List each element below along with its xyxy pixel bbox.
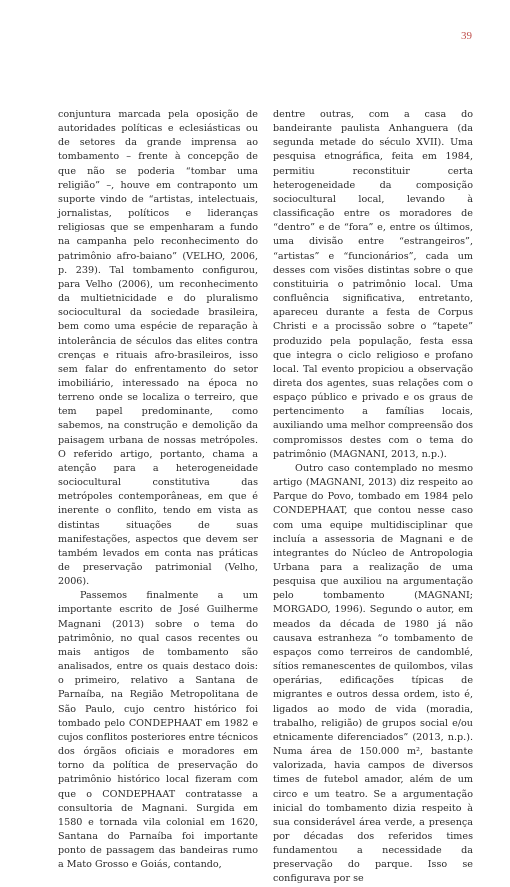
body-paragraph: conjuntura marcada pela oposição de autoridades políticas e eclesiásticas ou de setores da grande imprensa ao tombamento – frente à concepção de que não se poderia “tombar uma religião” –, houve em contraponto um suporte vindo de “artistas, intelectuais, jornalistas, políticos e lideranças religiosas que se empenharam a fundo na campanha pelo reconhecimento do patrimônio afro-baiano” (VELHO, 2006, p. 239). Tal tombamento configurou, para Velho (2006), um reconhecimento da multietnicidade e do pluralismo sociocultural da sociedade brasileira, bem como uma espécie de reparação à intolerância de séculos das elites contra crenças e rituais afro-brasileiros, isso sem falar do enfrentamento do setor imobiliário, interessado na época no terreno onde se localiza o terreiro, que tem papel predominante, como sabemos, na construção e demolição da paisagem urbana de nossas metrópoles. O referido artigo, portanto, chama a atenção para a heterogeneidade sociocultural constitutiva das metrópoles contemporâneas, em que é inerente o conflito, tendo em vista as distintas situações de suas manifestações, aspectos que devem ser também levados em conta nas práticas de preservação patrimonial (Velho, 2006). [58,109,258,588]
body-paragraph: Passemos finalmente a um importante escrito de José Guilherme Magnani (2013) sobre o tema do patrimônio, no qual casos recentes ou mais antigos de tombamento são analisados, entre os quais destaco dois: o primeiro, relativo a Santana de Parnaíba, na Região Metropolitana de São Paulo, cujo centro histórico foi tombado pelo CONDEPHAAT em 1982 e cujos conflitos posteriores entre técnicos dos órgãos oficiais e moradores em torno da política de preservação do patrimônio histórico local fizeram com que o CONDEPHAAT contratasse a consultoria de Magnani. Surgida em 1580 e tornada vila colonial em 1620, Santana do Parnaíba foi importante ponto de passagem das bandeiras rumo a Mato Grosso e Goiás, contando, [58,590,258,871]
right-column [273,108,473,887]
page-number: 39 [461,30,472,42]
body-paragraph: Outro caso contemplado no mesmo artigo (MAGNANI, 2013) diz respeito ao Parque do Povo, tombado em 1984 pelo CONDEPHAAT, que contou nesse caso com uma equipe multidisciplinar que incluía a assessoria de Magnani e de integrantes do Núcleo de Antropologia Urbana para a realização de uma pesquisa que auxiliou na argumentação pelo tombamento (MAGNANI; MORGADO, 1996). Segundo o autor, em meados da década de 1980 já não causava estranheza “o tombamento de espaços como terreiros de candomblé, sítios remanescentes de quilombos, vilas operárias, edificações típicas de migrantes e outros dessa ordem, isto é, ligados ao modo de vida (moradia, trabalho, religião) de grupos social e/ou etnicamente diferenciados” (2013, n.p.). Numa área de 150.000 m², bastante valorizada, havia campos de diversos times de futebol amador, além de um circo e um teatro. Se a argumentação inicial do tombamento dizia respeito à sua considerável área verde, a presença por décadas dos referidos times fundamentou a necessidade da preservação do parque. Isso se configurava por se [273,462,473,885]
body-paragraph: dentre outras, com a casa do bandeirante paulista Anhanguera (da segunda metade do século XVII). Uma pesquisa etnográfica, feita em 1984, permitiu reconstituir certa heterogeneidade da composição sociocultural local, levando à classificação entre os moradores de “dentro” e de “fora” e, entre os últimos, uma divisão entre “estrangeiros”, “artistas” e “funcionários”, cada um desses com visões distintas sobre o que constituiria o patrimônio local. Uma confluência significativa, entretanto, apareceu durante a festa de Corpus Christi e a procissão sobre o “tapete” produzido pela população, festa essa que integra o ciclo religioso e profano local. Tal evento propiciou a observação direta dos agentes, suas relações com o espaço público e privado e os graus de pertencimento a famílias locais, auxiliando uma melhor compreensão dos compromissos destes com o tema do patrimônio (MAGNANI, 2013, n.p.). [273,109,473,460]
left-column [58,108,258,872]
